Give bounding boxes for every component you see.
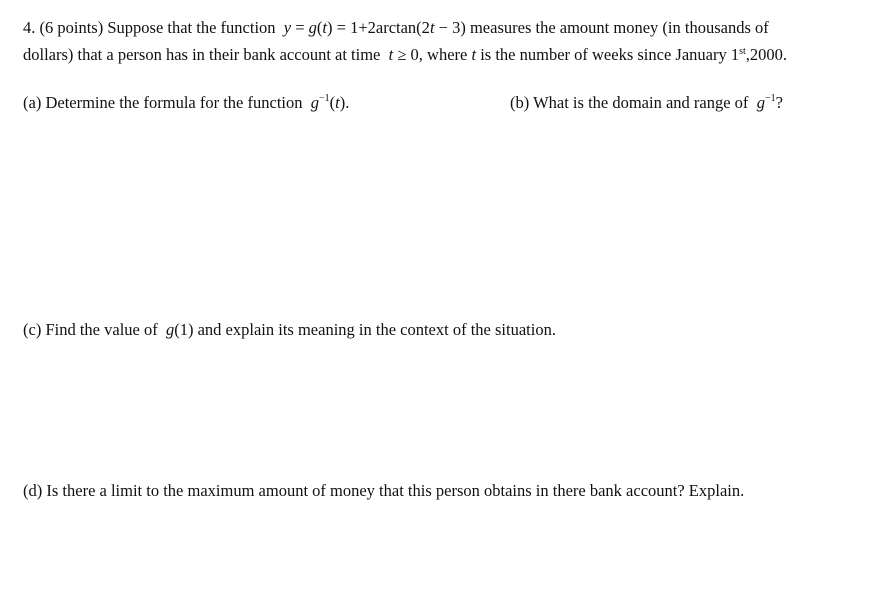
date-year: ,2000. xyxy=(745,45,788,64)
part-b xyxy=(510,93,783,113)
var-y: y xyxy=(283,18,292,37)
func-arg: (1) xyxy=(174,320,194,339)
time-condition xyxy=(385,45,419,64)
part-c xyxy=(23,320,556,340)
part-d-label: (d) xyxy=(23,481,43,500)
func-g: g xyxy=(308,18,317,37)
paren-open: ( xyxy=(329,93,336,112)
inverse-exponent: −1 xyxy=(764,93,776,104)
problem-points: (6 points) xyxy=(39,18,104,37)
part-c-text-post: and explain its meaning in the context of the situation. xyxy=(197,320,556,339)
problem-intro-post: measures the amount money (in thousands of xyxy=(469,18,769,37)
function-rhs-end: − 3) xyxy=(434,18,466,37)
paren-close: ) xyxy=(327,18,333,37)
function-rhs: 1+2arctan(2 xyxy=(350,18,430,37)
var-t: t xyxy=(322,18,328,37)
problem-line2-post: is the number of weeks since January 1 xyxy=(480,45,740,64)
part-c-text-pre: Find the value of xyxy=(45,320,158,339)
var-t: t xyxy=(388,45,394,64)
equals-sign: = xyxy=(336,18,346,37)
paren-close: ) xyxy=(339,93,346,112)
problem-intro: Suppose that the function xyxy=(107,18,276,37)
function-definition xyxy=(280,18,466,37)
func-g-inverse: g xyxy=(756,93,765,112)
problem-number: 4. xyxy=(23,18,36,37)
part-d-text: Is there a limit to the maximum amount of money that this person obtains in there bank account? Explain. xyxy=(46,481,745,500)
paren-open: ( xyxy=(316,18,323,37)
part-a-text: Determine the formula for the function xyxy=(45,93,303,112)
equals-sign: = xyxy=(295,18,305,37)
part-a-label: (a) xyxy=(23,93,42,112)
var-t: t xyxy=(335,93,340,112)
part-c-label: (c) xyxy=(23,320,42,339)
date-suffix: st xyxy=(739,46,746,57)
problem-line-2 xyxy=(23,45,787,65)
inverse-exponent: −1 xyxy=(318,93,330,104)
condition-rest: ≥ 0 xyxy=(397,45,419,64)
part-b-label: (b) xyxy=(510,93,530,112)
func-g-inverse: g xyxy=(310,93,319,112)
period: . xyxy=(345,93,350,112)
func-g: g xyxy=(165,320,175,339)
problem-line2-pre: dollars) that a person has in their bank account at time xyxy=(23,45,381,64)
part-d xyxy=(23,481,744,501)
var-t: t xyxy=(471,45,477,64)
part-b-text: What is the domain and range of xyxy=(533,93,749,112)
question-mark: ? xyxy=(775,93,783,112)
problem-line2-mid: , where xyxy=(418,45,468,64)
var-t: t xyxy=(429,18,435,37)
part-a xyxy=(23,93,349,113)
problem-line-1 xyxy=(23,18,769,38)
